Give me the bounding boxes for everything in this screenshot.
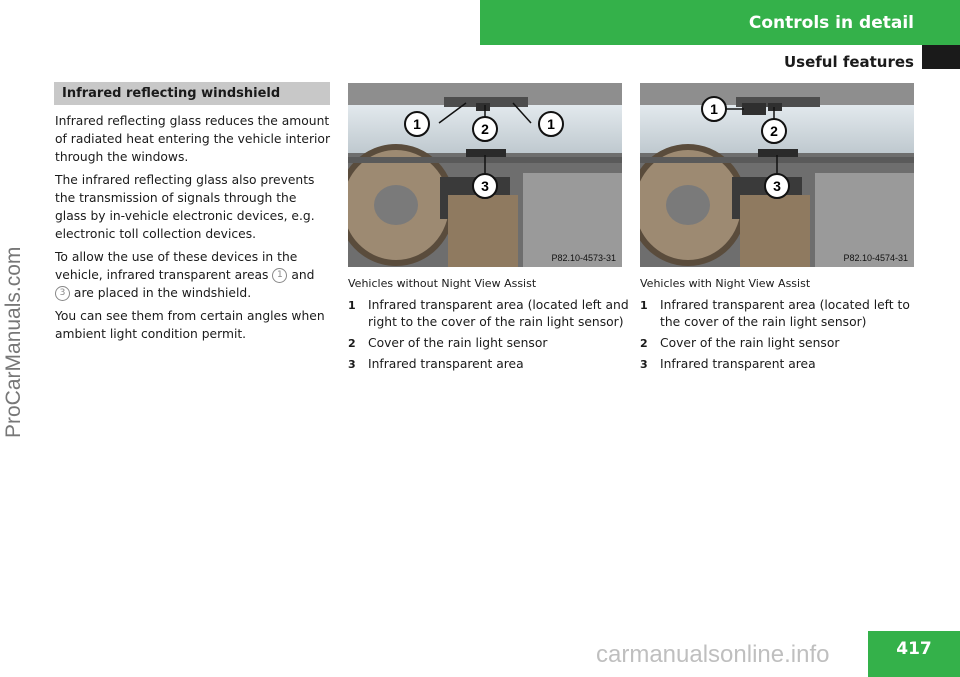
caption-item-right-1 — [640, 297, 924, 331]
side-watermark: ProCarManuals.com — [2, 246, 25, 438]
caption-num: 2 — [640, 337, 648, 350]
callout-left-3: 3 — [481, 178, 489, 194]
section-title — [54, 82, 330, 105]
caption-text: Infrared transparent area — [660, 357, 816, 371]
paragraph-3 — [55, 248, 331, 302]
caption-item-left-1 — [348, 297, 632, 331]
photo-code-left: P82.10-4573-31 — [551, 253, 616, 263]
caption-num: 1 — [640, 299, 648, 312]
callout-right-3: 3 — [773, 178, 781, 194]
paragraph-3-part-a: To allow the use of these devices in the vehicle, infrared transparent areas — [55, 250, 298, 282]
paragraph-3-part-b: and — [291, 268, 315, 282]
marker-1: 1 — [272, 268, 287, 283]
caption-text: Cover of the rain light sensor — [660, 336, 840, 350]
caption-title-right: Vehicles with Night View Assist — [640, 277, 811, 290]
paragraph-2: The infrared reflecting glass also prevents the transmission of signals through the glass by in-vehicle electronic devices, e.g. electronic toll collection devices. — [55, 173, 315, 241]
callout-left-1a: 1 — [413, 116, 421, 132]
caption-num: 1 — [348, 299, 356, 312]
paragraph-3-part-c: are placed in the windshield. — [73, 286, 252, 300]
callout-right-1: 1 — [710, 101, 718, 117]
callout-right-2: 2 — [770, 123, 778, 139]
paragraph-1: Infrared reflecting glass reduces the amount of radiated heat entering the vehicle interior through the windows. — [55, 114, 331, 164]
callout-left-2: 2 — [481, 121, 489, 137]
caption-num: 3 — [348, 358, 356, 371]
header-tab-marker — [922, 45, 960, 69]
photo-code-right: P82.10-4574-31 — [843, 253, 908, 263]
caption-text: Infrared transparent area (located left and right to the cover of the rain light sensor) — [368, 298, 629, 329]
footer-watermark: carmanualsonline.info — [596, 641, 830, 668]
caption-item-left-2 — [348, 335, 632, 352]
caption-text: Cover of the rain light sensor — [368, 336, 548, 350]
caption-item-left-3 — [348, 356, 632, 373]
page-number — [868, 631, 960, 677]
caption-text: Infrared transparent area (located left to the cover of the rain light sensor) — [660, 298, 910, 329]
windshield-photo-with-night-view — [640, 83, 914, 267]
subsection-title: Useful features — [783, 53, 914, 71]
caption-text: Infrared transparent area — [368, 357, 524, 371]
caption-without-night-view — [348, 275, 632, 377]
windshield-photo-without-night-view — [348, 83, 622, 267]
marker-3: 3 — [55, 286, 70, 301]
body-text-column — [55, 112, 331, 348]
chapter-header — [480, 0, 960, 45]
caption-item-right-2 — [640, 335, 924, 352]
chapter-title: Controls in detail — [748, 12, 914, 33]
section-title-text: Infrared reflecting windshield — [62, 86, 281, 101]
callout-left-1b: 1 — [547, 116, 555, 132]
page-number-text: 417 — [896, 639, 932, 659]
caption-item-right-3 — [640, 356, 924, 373]
caption-num: 3 — [640, 358, 648, 371]
paragraph-4: You can see them from certain angles when ambient light condition permit. — [55, 309, 325, 341]
caption-num: 2 — [348, 337, 356, 350]
caption-with-night-view — [640, 275, 924, 377]
caption-title-left: Vehicles without Night View Assist — [348, 277, 537, 290]
